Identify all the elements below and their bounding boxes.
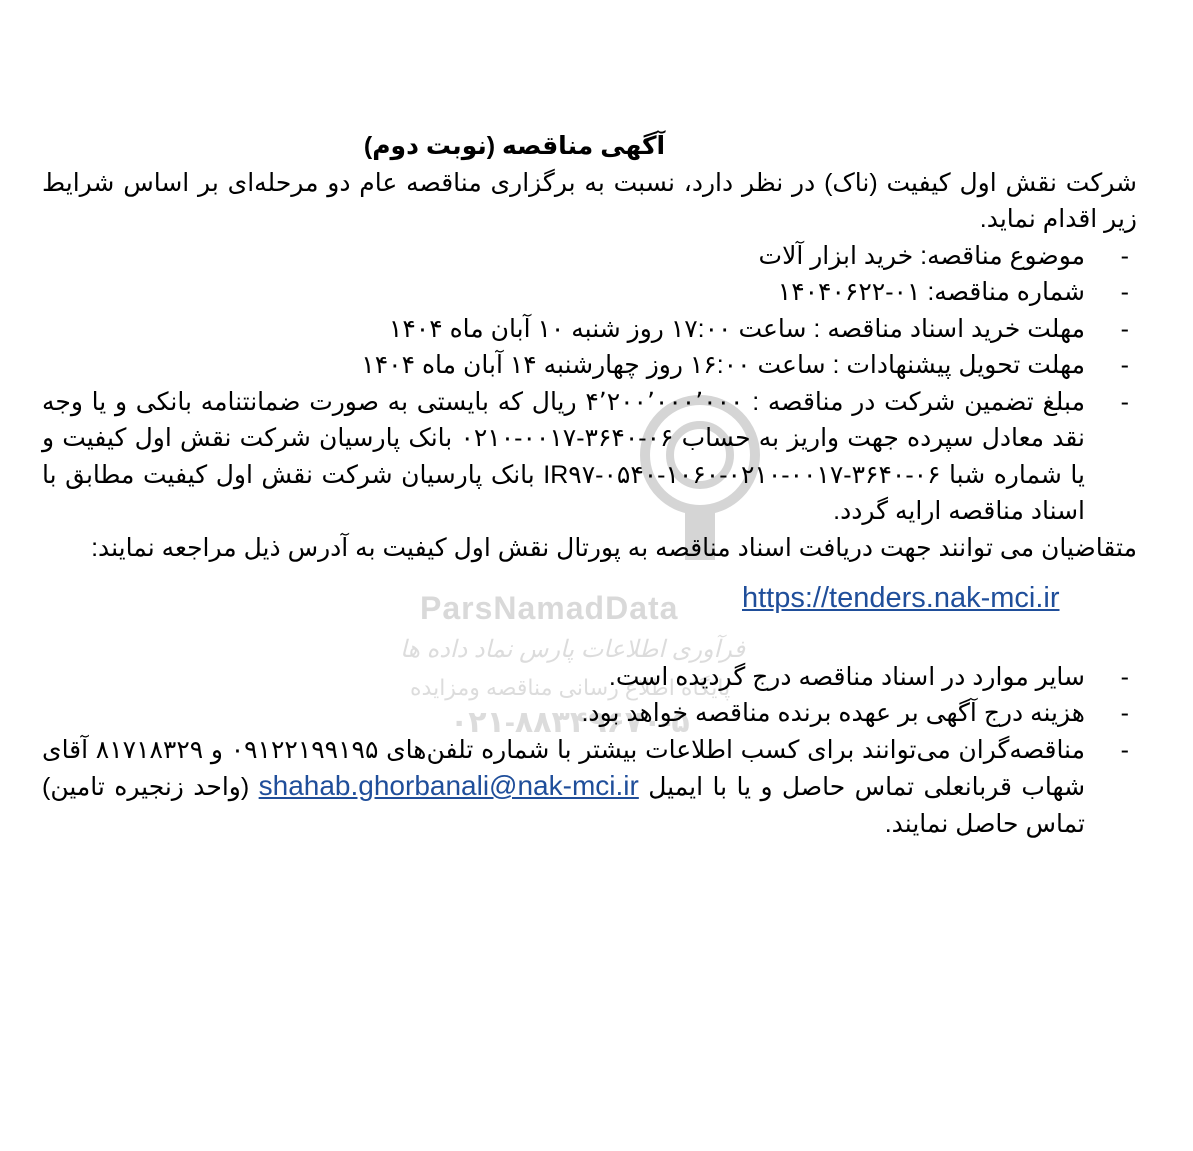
watermark-phone: ۰۲۱-۸۸۳۴۹۶۷۰-۵ — [450, 706, 690, 739]
item-text: شماره مناقصه: ۰۱-۱۴۰۴۰۶۲۲ — [777, 278, 1085, 306]
email-link[interactable]: shahab.ghorbanali@nak-mci.ir — [258, 770, 639, 801]
list-item — [42, 695, 1137, 732]
portal-url-line — [42, 580, 1137, 617]
bullet-dash: - — [1120, 735, 1129, 764]
watermark-brand: ParsNamadData — [420, 590, 679, 626]
item-text: مبلغ تضمین شرکت در مناقصه : ۴٬۲۰۰٬۰۰۰٬۰۰۰ ریال که بایستی به صورت ضمانتنامه بانکی و یا وجه نقد معادل سپرده جهت واریز به حساب ۰۶-۳۶۴۰-۰۰۱۷-۰۲۱۰ بانک پارسیان شرکت نقش اول کیفیت و یا شماره شبا IR۹۷-۰۵۴۰-۱۰۶۰-۰۲۱۰-۰۰۱۷-۳۶۴۰-۰۶ بانک پارسیان شرکت نقش اول کیفیت مطابق با اسناد مناقصه ارایه گردد. — [42, 387, 1085, 525]
item-text: مهلت خرید اسناد مناقصه : ساعت ۱۷:۰۰ روز شنبه ۱۰ آبان ماه ۱۴۰۴ — [388, 314, 1085, 343]
tender-notice — [42, 128, 1137, 842]
item-text: هزینه درج آگهی بر عهده برنده مناقصه خواهد بود. — [581, 699, 1085, 727]
bullet-dash: - — [1120, 662, 1129, 691]
extra-list — [42, 659, 1137, 843]
item-text: مهلت تحویل پیشنهادات : ساعت ۱۶:۰۰ روز چهارشنبه ۱۴ آبان ماه ۱۴۰۴ — [361, 351, 1085, 379]
item-text: سایر موارد در اسناد مناقصه درج گردیده است. — [608, 662, 1085, 691]
list-item — [42, 732, 1137, 843]
list-item — [42, 274, 1137, 311]
contact-before-email: مناقصه‌گران می‌توانند برای کسب اطلاعات بیشتر با شماره تلفن‌های ۰۹۱۲۲۱۹۹۱۹۵ و ۸۱۷۱۸۳۲۹ آقای شهاب قربانعلی تماس حاصل و یا با ایمیل — [42, 735, 1086, 801]
item-text: موضوع مناقصه: خرید ابزار آلات — [758, 241, 1085, 270]
notice-title: آگهی مناقصه (نوبت دوم) — [363, 132, 666, 160]
conditions-list — [42, 238, 1137, 530]
contact-after-email: (واحد زنجیره تامین) تماس حاصل نمایند. — [42, 773, 1085, 838]
list-item — [42, 384, 1137, 530]
portal-paragraph: متقاضیان می توانند جهت دریافت اسناد مناقصه به پورتال نقش اول کیفیت به آدرس ذیل مراجعه نمایند: — [91, 533, 1137, 562]
watermark-line2: پایگاه اطلاع رسانی مناقصه ومزایده — [410, 675, 731, 700]
list-item — [42, 311, 1137, 348]
bullet-dash: - — [1120, 387, 1129, 416]
bullet-dash: - — [1120, 699, 1129, 727]
intro-paragraph: شرکت نقش اول کیفیت (ناک) در نظر دارد، نسبت به برگزاری مناقصه عام دو مرحله‌ای بر اساس شرایط زیر اقدام نماید. — [42, 168, 1137, 233]
bullet-dash: - — [1120, 241, 1129, 270]
list-item — [42, 659, 1137, 696]
bullet-dash: - — [1120, 351, 1129, 379]
portal-link[interactable]: https://tenders.nak-mci.ir — [742, 582, 1060, 614]
list-item — [42, 238, 1137, 275]
watermark-line1: فرآوری اطلاعات پارس نماد داده ها — [400, 636, 746, 663]
bullet-dash: - — [1120, 314, 1129, 343]
bullet-dash: - — [1120, 278, 1129, 306]
list-item — [42, 347, 1137, 384]
